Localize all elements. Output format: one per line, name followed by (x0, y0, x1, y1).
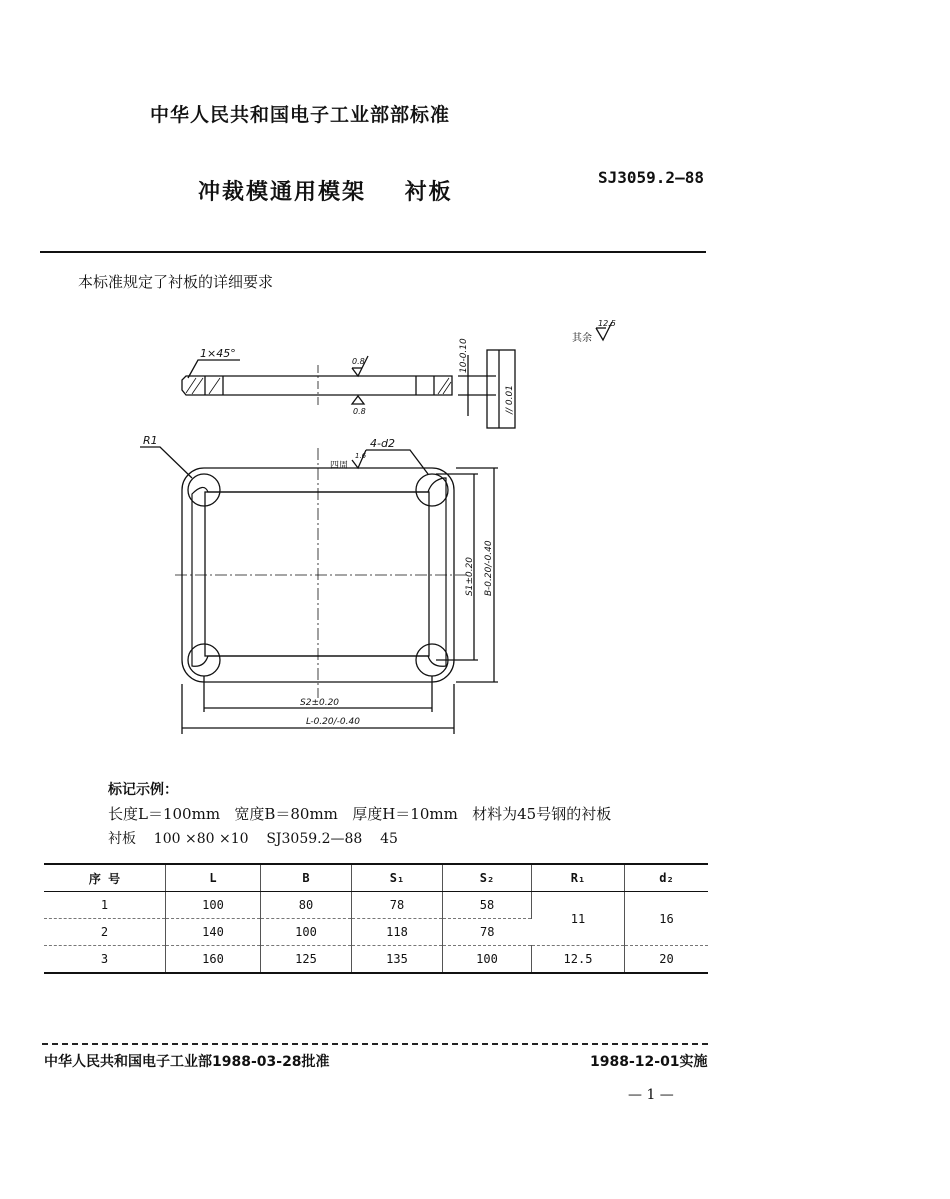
table-cell: 100 (261, 919, 352, 946)
thickness-dimension: 10-0.10 (459, 338, 469, 373)
header-cell: B (261, 864, 352, 892)
standard-code: SJ3059.2—88 (598, 168, 704, 187)
table-cell: 135 (352, 946, 443, 974)
table-cell: 118 (352, 919, 443, 946)
roughness-rest-text: 其余 (572, 333, 592, 344)
table-row (44, 946, 708, 974)
table-cell: 80 (261, 892, 352, 919)
table-cell: 78 (352, 892, 443, 919)
table-cell: 140 (166, 919, 261, 946)
table-cell: 20 (625, 946, 709, 974)
header-cell: L (166, 864, 261, 892)
page-number: — 1 — (628, 1087, 674, 1103)
marking-example-description: 长度L＝100mm 宽度B＝80mm 厚度H＝10mm 材料为45号钢的衬板 (108, 805, 612, 823)
table-cell: 58 (443, 892, 532, 919)
chamfer-label: 1×45° (200, 347, 236, 360)
header-rule (40, 251, 706, 253)
footer-rule (42, 1043, 708, 1045)
l-dimension: L-0.20/-0.40 (306, 717, 360, 727)
dimension-table (44, 863, 708, 974)
s1-dimension: S1±0.20 (465, 556, 475, 596)
table-cell: 1 (44, 892, 166, 919)
roughness-bottom-value: 0.8 (353, 407, 366, 416)
s2-dimension: S2±0.20 (300, 698, 340, 708)
holes-roughness-prefix: 四周 (330, 461, 349, 471)
table-cell: 125 (261, 946, 352, 974)
scope-statement: 本标准规定了衬板的详细要求 (78, 273, 274, 291)
flatness-tolerance: // 0.01 (505, 385, 515, 414)
merged-r1-cell: 11 (532, 892, 625, 946)
marking-example-heading: 标记示例： (108, 782, 178, 798)
header-cell: S₁ (352, 864, 443, 892)
holes-roughness-value: 1.6 (355, 452, 367, 460)
approval-statement: 中华人民共和国电子工业部1988-03-28批准 (44, 1054, 330, 1070)
table-row (44, 892, 708, 919)
radius-label: R1 (143, 434, 158, 447)
technical-drawing (0, 300, 720, 760)
table-cell: 3 (44, 946, 166, 974)
roughness-top-value: 0.8 (352, 357, 365, 366)
header-cell: 序 号 (44, 864, 166, 892)
table-cell: 100 (443, 946, 532, 974)
holes-label: 4-d2 (370, 437, 395, 450)
header-cell: S₂ (443, 864, 532, 892)
table-cell: 160 (166, 946, 261, 974)
roughness-rest-value: 12.5 (598, 319, 616, 328)
header-cell: d₂ (625, 864, 709, 892)
document-title: 冲裁模通用模架 衬板 (198, 180, 453, 205)
table-header-row (44, 864, 708, 892)
table-cell: 100 (166, 892, 261, 919)
issuing-organization: 中华人民共和国电子工业部部标准 (150, 104, 451, 126)
effective-date: 1988-12-01实施 (590, 1054, 708, 1070)
merged-d2-cell: 16 (625, 892, 709, 946)
table-cell: 12.5 (532, 946, 625, 974)
header-cell: R₁ (532, 864, 625, 892)
table-cell: 78 (443, 919, 532, 946)
table-cell: 2 (44, 919, 166, 946)
marking-example-code: 衬板 100 ×80 ×10 SJ3059.2—88 45 (108, 831, 398, 847)
b-dimension: B-0.20/-0.40 (484, 540, 494, 596)
